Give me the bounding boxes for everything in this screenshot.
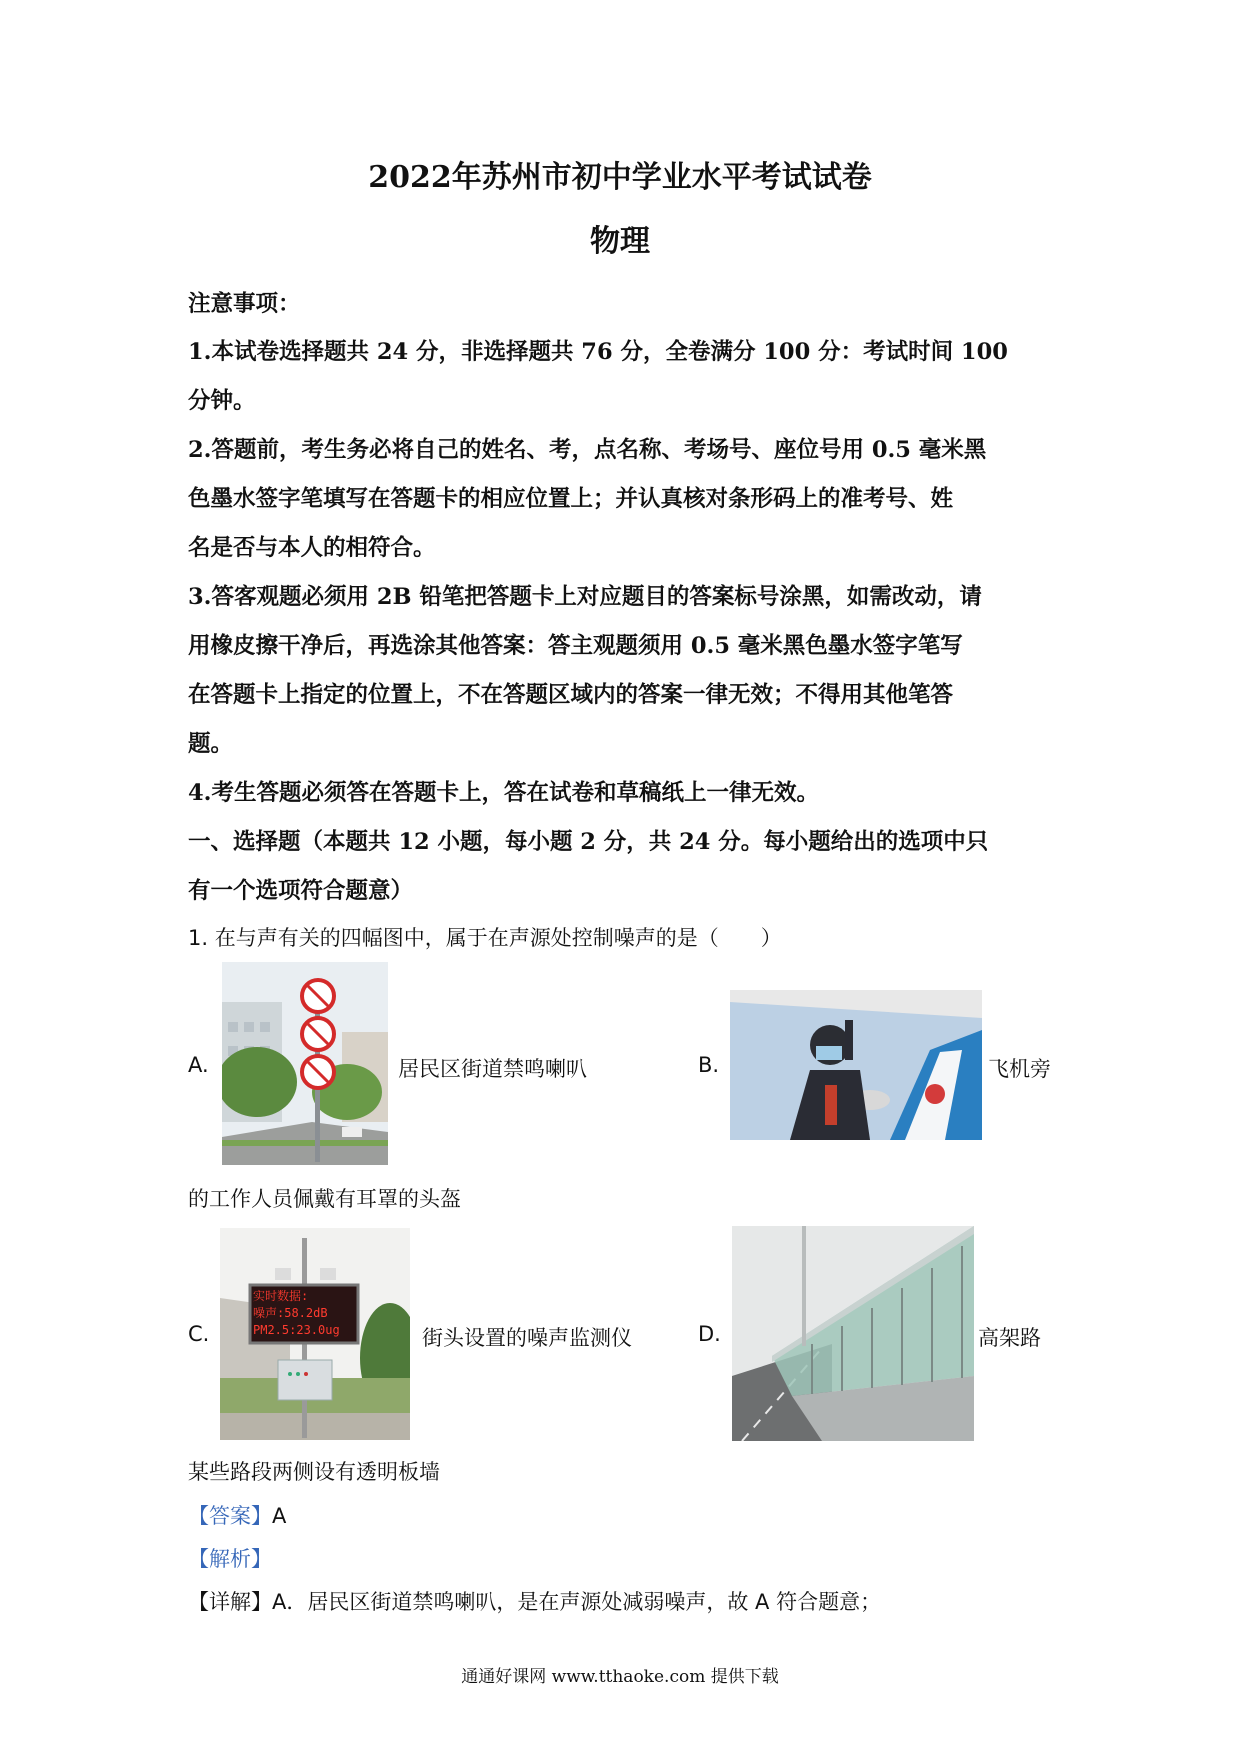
question-1-stem: 1. 在与声有关的四幅图中，属于在声源处控制噪声的是（ ） bbox=[188, 926, 782, 950]
notice-item-2-line-1: 2.答题前，考生务必将自己的姓名、考，点名称、考场号、座位号用 0.5 毫米黑 bbox=[188, 437, 987, 463]
option-b-text-1: 飞机旁 bbox=[988, 1057, 1051, 1081]
notice-item-2-line-2: 色墨水签字笔填写在答题卡的相应位置上；并认真核对条形码上的准考号、姓 bbox=[188, 486, 954, 512]
notice-item-3-line-2: 用橡皮擦干净后，再选涂其他答案：答主观题须用 0.5 毫米黑色墨水签字笔写 bbox=[188, 633, 963, 659]
detail-text: A．居民区街道禁鸣喇叭，是在声源处减弱噪声，故 A 符合题意； bbox=[272, 1590, 882, 1614]
option-a-label: A. bbox=[188, 1053, 209, 1077]
notice-item-1-line-1: 1.本试卷选择题共 24 分，非选择题共 76 分，全卷满分 100 分：考试时间 100 bbox=[188, 339, 1008, 365]
section-heading-line-2: 有一个选项符合题意） bbox=[188, 878, 414, 904]
option-b-text-2: 的工作人员佩戴有耳罩的头盔 bbox=[188, 1187, 461, 1211]
detail-tag: 【详解】 bbox=[188, 1590, 272, 1614]
answer-tag: 【答案】 bbox=[188, 1504, 272, 1528]
notice-item-1-line-2: 分钟。 bbox=[188, 388, 256, 414]
option-d-image-noise-barrier bbox=[732, 1226, 974, 1441]
option-a-image-no-horn-street bbox=[222, 962, 388, 1165]
answer-value: A bbox=[272, 1504, 287, 1528]
notice-heading: 注意事项： bbox=[188, 291, 301, 317]
option-a-text: 居民区街道禁鸣喇叭 bbox=[398, 1057, 587, 1081]
section-heading-line-1: 一、选择题（本题共 12 小题，每小题 2 分，共 24 分。每小题给出的选项中只 bbox=[188, 829, 989, 855]
notice-item-4: 4.考生答题必须答在答题卡上，答在试卷和草稿纸上一律无效。 bbox=[188, 780, 819, 806]
monitor-line-1: 实时数据: bbox=[253, 1289, 309, 1303]
option-d-label: D. bbox=[698, 1322, 721, 1346]
exam-title: 2022年苏州市初中学业水平考试试卷 bbox=[368, 160, 872, 195]
monitor-line-2: 噪声:58.2dB bbox=[253, 1306, 328, 1320]
option-c-image-noise-monitor bbox=[220, 1228, 410, 1440]
option-c-text: 街头设置的噪声监测仪 bbox=[422, 1326, 632, 1350]
footer-credit: 通通好课网 www.tthaoke.com 提供下载 bbox=[461, 1667, 779, 1687]
option-c-label: C. bbox=[188, 1322, 210, 1346]
notice-item-3-line-1: 3.答客观题必须用 2B 铅笔把答题卡上对应题目的答案标号涂黑，如需改动，请 bbox=[188, 584, 982, 610]
monitor-line-3: PM2.5:23.0ug bbox=[253, 1323, 340, 1337]
notice-item-2-line-3: 名是否与本人的相符合。 bbox=[188, 535, 436, 561]
option-d-text-2: 某些路段两侧设有透明板墙 bbox=[188, 1460, 440, 1484]
analysis-tag: 【解析】 bbox=[188, 1547, 272, 1571]
option-b-label: B. bbox=[698, 1053, 720, 1077]
notice-item-3-line-4: 题。 bbox=[188, 731, 234, 757]
option-b-image-earmuff-worker bbox=[730, 990, 982, 1140]
option-d-text-1: 高架路 bbox=[978, 1326, 1041, 1350]
subject-title: 物理 bbox=[590, 224, 650, 259]
notice-item-3-line-3: 在答题卡上指定的位置上，不在答题区域内的答案一律无效；不得用其他笔答 bbox=[188, 682, 954, 708]
